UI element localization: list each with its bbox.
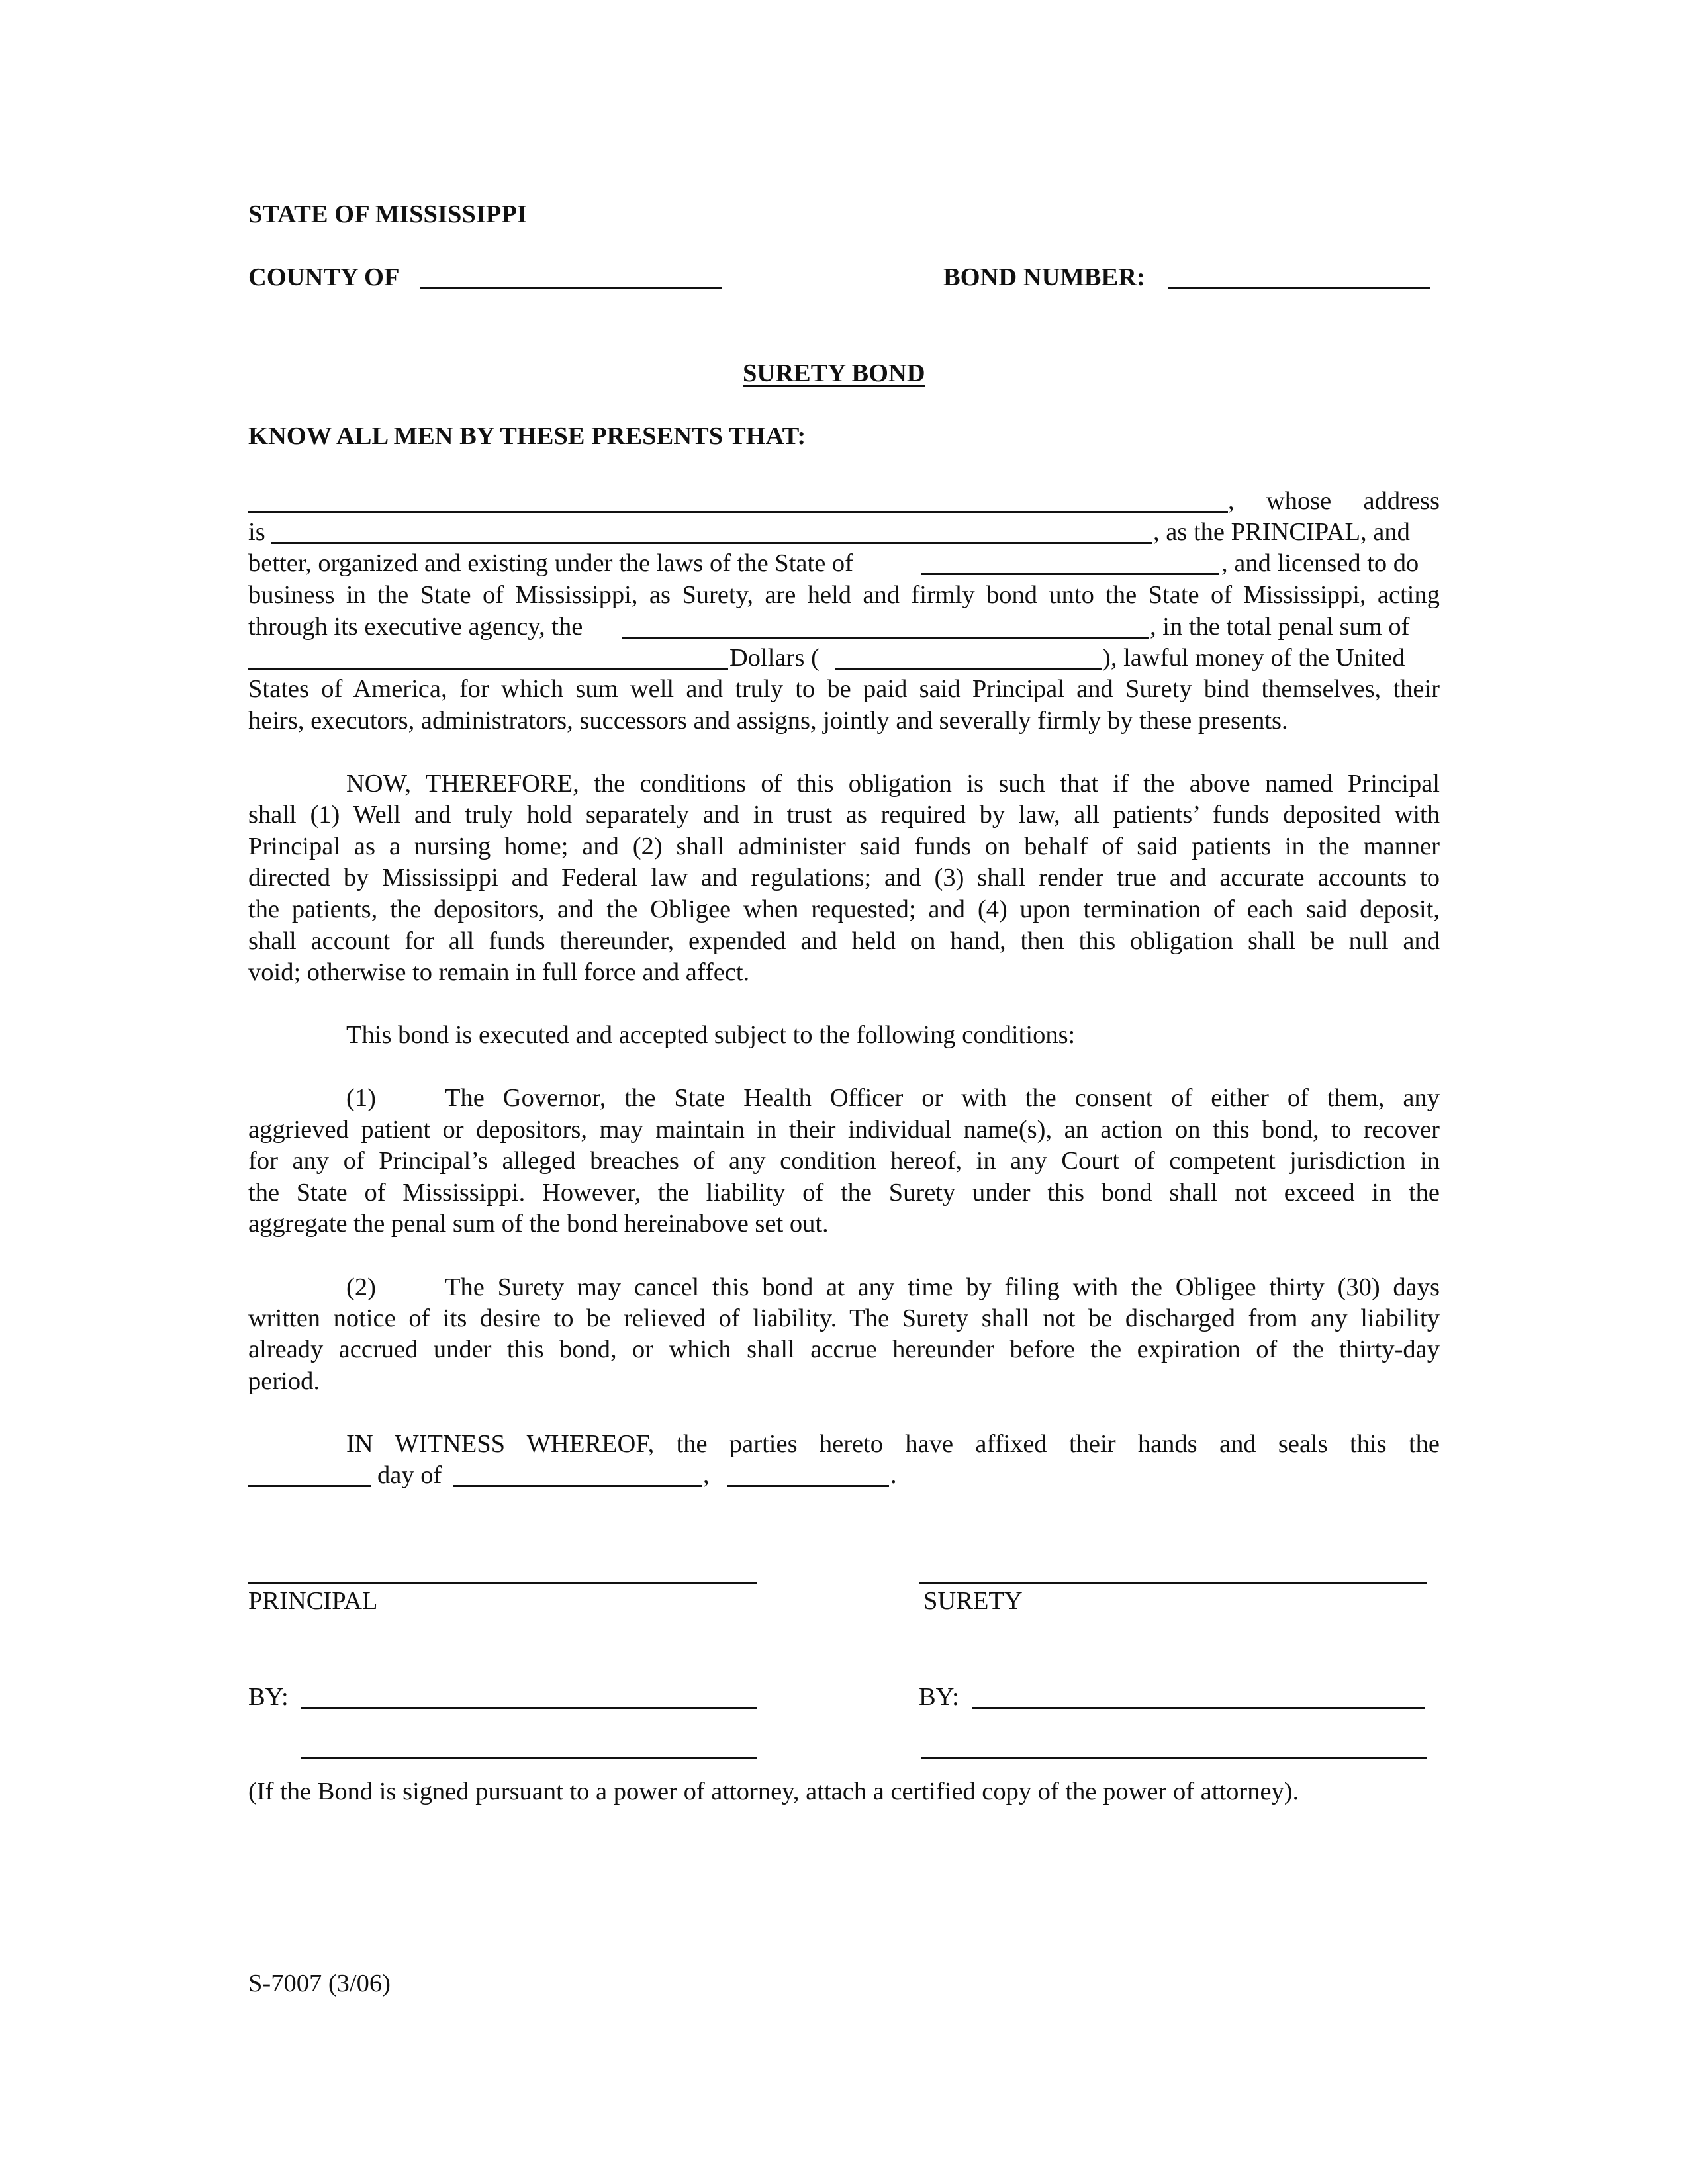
surety-by-field[interactable] bbox=[972, 1707, 1425, 1709]
intro-line-6-dollars: Dollars ( bbox=[729, 644, 820, 672]
know-all-heading: KNOW ALL MEN BY THESE PRESENTS THAT: bbox=[248, 422, 806, 450]
bond-number-field[interactable] bbox=[1168, 287, 1430, 289]
surety-label: SURETY bbox=[923, 1587, 1023, 1615]
intro-line-1: , whose address bbox=[1228, 487, 1440, 515]
bond-number-label: BOND NUMBER: bbox=[943, 263, 1145, 291]
condition-1-line-5: aggregate the penal sum of the bond hereinabove set out. bbox=[248, 1210, 829, 1238]
witness-month-field[interactable] bbox=[453, 1485, 702, 1487]
condition-1-line-1: The Governor, the State Health Officer or with the consent of either of them, any bbox=[445, 1084, 1440, 1112]
principal-by-label: BY: bbox=[248, 1683, 289, 1711]
now-therefore-line-6: shall account for all funds thereunder, expended and held on hand, then this obligation shall be null and bbox=[248, 927, 1440, 955]
principal-address-field[interactable] bbox=[271, 542, 1152, 544]
principal-by-field[interactable] bbox=[301, 1707, 757, 1709]
condition-2-line-3: already accrued under this bond, or which shall accrue hereunder before the expiration of the thirty-day bbox=[248, 1336, 1440, 1363]
intro-line-7: States of America, for which sum well and truly to be paid said Principal and Surety bind themselves, their bbox=[248, 675, 1440, 703]
intro-line-2-is: is bbox=[248, 518, 265, 546]
now-therefore-line-4: directed by Mississippi and Federal law and regulations; and (3) shall render true and accurate accounts to bbox=[248, 864, 1440, 891]
witness-line-1: IN WITNESS WHEREOF, the parties hereto have affixed their hands and seals this the bbox=[346, 1430, 1440, 1458]
intro-line-4: business in the State of Mississippi, as Surety, are held and firmly bond unto the State of Mississippi, acting bbox=[248, 581, 1440, 609]
intro-line-5-end: , in the total penal sum of bbox=[1150, 613, 1410, 641]
condition-2-line-1: The Surety may cancel this bond at any time by filing with the Obligee thirty (30) days bbox=[445, 1273, 1440, 1301]
intro-line-3-end: , and licensed to do bbox=[1221, 549, 1419, 577]
now-therefore-line-7: void; otherwise to remain in full force and affect. bbox=[248, 958, 750, 986]
principal-name-field[interactable] bbox=[248, 511, 1228, 513]
power-of-attorney-note: (If the Bond is signed pursuant to a power of attorney, attach a certified copy of the power of attorney). bbox=[248, 1778, 1299, 1805]
witness-day-field[interactable] bbox=[248, 1485, 371, 1487]
penal-sum-figures-field[interactable] bbox=[835, 668, 1102, 670]
condition-1-line-2: aggrieved patient or depositors, may maintain in their individual name(s), an action on this bond, to recover bbox=[248, 1116, 1440, 1144]
condition-2-line-4: period. bbox=[248, 1367, 320, 1395]
principal-title-field[interactable] bbox=[301, 1757, 757, 1759]
county-label: COUNTY OF bbox=[248, 263, 400, 291]
witness-day-of: day of bbox=[377, 1461, 442, 1489]
condition-1-line-4: the State of Mississippi. However, the liability of the Surety under this bond shall not exceed in the bbox=[248, 1179, 1440, 1206]
intro-line-8: heirs, executors, administrators, successors and assigns, jointly and severally firmly by these presents. bbox=[248, 707, 1288, 735]
surety-by-label: BY: bbox=[919, 1683, 959, 1711]
surety-state-field[interactable] bbox=[921, 573, 1219, 575]
form-number: S-7007 (3/06) bbox=[248, 1970, 391, 1997]
condition-1-number: (1) bbox=[346, 1084, 376, 1112]
intro-line-2-end: , as the PRINCIPAL, and bbox=[1153, 518, 1410, 546]
now-therefore-line-5: the patients, the depositors, and the Obligee when requested; and (4) upon termination of each said deposit, bbox=[248, 895, 1440, 923]
intro-line-3-start: better, organized and existing under the laws of the State of bbox=[248, 549, 853, 577]
principal-label: PRINCIPAL bbox=[248, 1587, 378, 1615]
intro-line-5-start: through its executive agency, the bbox=[248, 613, 583, 641]
condition-1-line-3: for any of Principal’s alleged breaches of any condition hereof, in any Court of competent jurisdiction in bbox=[248, 1147, 1440, 1175]
witness-comma: , bbox=[703, 1461, 710, 1489]
intro-line-6-end: ), lawful money of the United bbox=[1102, 644, 1405, 672]
executive-agency-field[interactable] bbox=[622, 637, 1149, 639]
principal-signature-line[interactable] bbox=[248, 1582, 757, 1584]
penal-sum-words-field[interactable] bbox=[248, 668, 728, 670]
document-title: SURETY BOND bbox=[743, 359, 925, 387]
now-therefore-line-3: Principal as a nursing home; and (2) shall administer said funds on behalf of said patients in the manner bbox=[248, 833, 1440, 860]
witness-year-field[interactable] bbox=[727, 1485, 889, 1487]
surety-title-field[interactable] bbox=[921, 1757, 1427, 1759]
now-therefore-line-2: shall (1) Well and truly hold separately and in trust as required by law, all patients’ funds deposited with bbox=[248, 801, 1440, 829]
condition-2-line-2: written notice of its desire to be relieved of liability. The Surety shall not be discharged from any liability bbox=[248, 1304, 1440, 1332]
state-heading: STATE OF MISSISSIPPI bbox=[248, 201, 527, 228]
conditions-intro: This bond is executed and accepted subject to the following conditions: bbox=[346, 1021, 1076, 1049]
condition-2-number: (2) bbox=[346, 1273, 376, 1301]
witness-period: . bbox=[890, 1461, 897, 1489]
surety-signature-line[interactable] bbox=[919, 1582, 1427, 1584]
now-therefore-line-1: NOW, THEREFORE, the conditions of this obligation is such that if the above named Principal bbox=[346, 770, 1440, 797]
county-field[interactable] bbox=[420, 287, 722, 289]
